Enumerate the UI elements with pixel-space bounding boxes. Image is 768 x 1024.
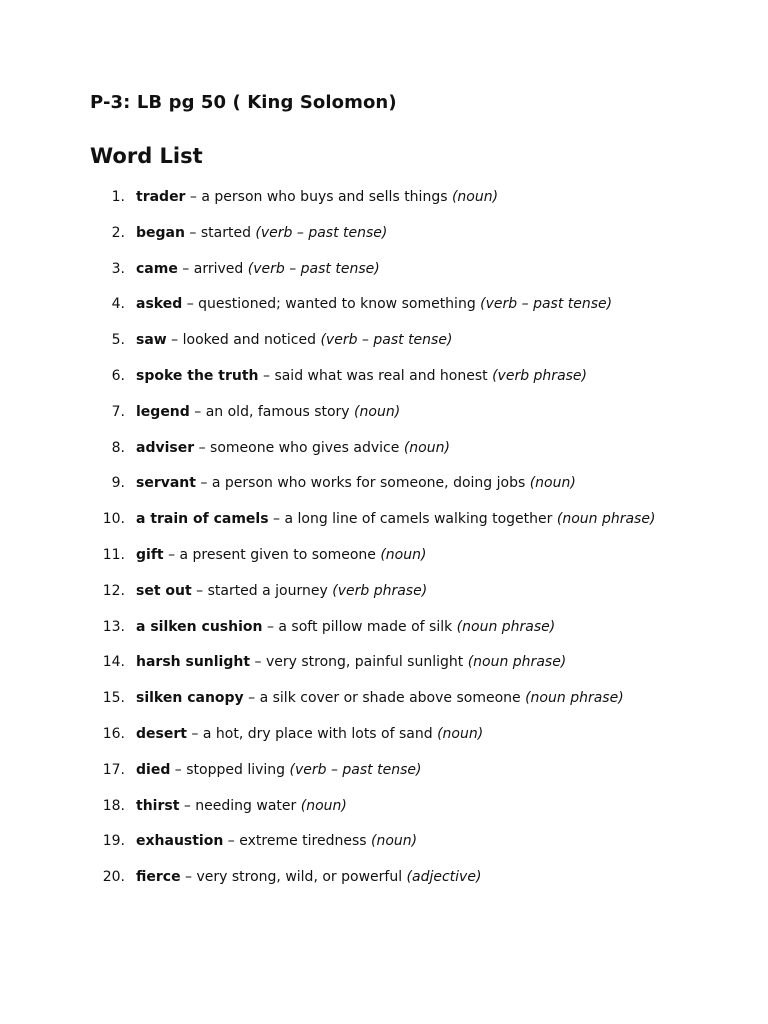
word-term: a silken cushion [136, 618, 263, 635]
list-item [0, 399, 768, 435]
part-of-speech: (verb – past tense) [255, 224, 388, 241]
list-item [0, 363, 768, 399]
list-item-number: 11. [102, 546, 125, 563]
list-item [0, 291, 768, 327]
list-item [0, 542, 768, 578]
part-of-speech: (noun phrase) [556, 511, 656, 528]
separator-dash: – [186, 296, 194, 313]
part-of-speech: (noun) [403, 439, 450, 456]
word-term: set out [136, 582, 192, 599]
word-term: servant [136, 475, 196, 492]
word-definition: a present given to someone [179, 546, 376, 563]
list-item-number: 1. [111, 189, 125, 205]
separator-dash: – [273, 511, 281, 528]
word-term: saw [136, 332, 167, 349]
separator-dash: – [262, 367, 270, 384]
word-definition: a person who works for someone, doing jobs [211, 475, 526, 492]
list-item [0, 470, 768, 506]
word-definition: started a journey [207, 582, 328, 599]
list-item [0, 685, 768, 721]
word-definition: said what was real and honest [274, 367, 488, 384]
word-term: asked [136, 296, 183, 313]
separator-dash: – [248, 690, 256, 707]
part-of-speech: (noun) [380, 546, 427, 563]
word-definition: someone who gives advice [210, 439, 400, 456]
word-definition: very strong, wild, or powerful [196, 869, 403, 886]
separator-dash: – [254, 654, 262, 671]
part-of-speech: (noun) [451, 189, 499, 205]
word-definition: started [200, 224, 251, 241]
separator-dash: – [191, 725, 199, 742]
separator-dash: – [266, 618, 274, 635]
list-item-content [136, 578, 427, 604]
word-term: began [136, 224, 185, 241]
list-item-content [136, 721, 483, 747]
list-item [0, 220, 768, 256]
word-term: exhaustion [136, 833, 224, 850]
separator-dash: – [198, 439, 206, 456]
list-item-content [136, 363, 587, 389]
list-item-number: 17. [102, 761, 125, 778]
part-of-speech: (verb phrase) [332, 582, 428, 599]
separator-dash: – [196, 582, 204, 599]
list-item-number: 9. [111, 475, 125, 492]
list-item [0, 506, 768, 542]
list-item-number: 7. [111, 403, 125, 420]
part-of-speech: (verb – past tense) [289, 761, 422, 778]
list-item-number: 14. [102, 654, 125, 671]
list-item-content [136, 470, 576, 496]
list-item [0, 864, 768, 900]
word-term: adviser [136, 439, 195, 456]
list-item-number: 19. [102, 833, 125, 850]
list-item-content [136, 757, 421, 783]
word-term: silken canopy [136, 690, 244, 707]
list-item [0, 578, 768, 614]
word-term: trader [136, 189, 186, 205]
list-item-content [136, 828, 417, 854]
list-item [0, 721, 768, 757]
list-item-content [136, 327, 452, 353]
separator-dash: – [189, 189, 197, 205]
word-term: thirst [136, 797, 180, 814]
list-item-content [136, 649, 566, 675]
word-term: desert [136, 725, 187, 742]
word-definition: needing water [195, 797, 297, 814]
separator-dash: – [189, 224, 197, 241]
list-item-content [136, 184, 498, 210]
separator-dash: – [185, 869, 193, 886]
list-item-content [136, 435, 450, 461]
list-item-content [136, 256, 380, 282]
list-item [0, 614, 768, 650]
separator-dash: – [200, 475, 208, 492]
part-of-speech: (noun phrase) [456, 618, 556, 635]
section-heading: Word List [90, 144, 203, 168]
list-item-number: 18. [102, 797, 125, 814]
list-item-content [136, 291, 612, 317]
list-item [0, 184, 768, 220]
word-definition: questioned; wanted to know something [198, 296, 476, 313]
separator-dash: – [227, 833, 235, 850]
part-of-speech: (noun) [354, 403, 401, 420]
list-item [0, 649, 768, 685]
separator-dash: – [183, 797, 191, 814]
list-item-number: 2. [111, 224, 125, 241]
part-of-speech: (noun) [300, 797, 347, 814]
page-title: P-3: LB pg 50 ( King Solomon) [90, 92, 397, 113]
list-item-number: 10. [102, 511, 125, 528]
list-item-content [136, 542, 426, 568]
word-term: died [136, 761, 171, 778]
word-definition: a person who buys and sells things [201, 189, 448, 205]
list-item [0, 256, 768, 292]
word-definition: looked and noticed [182, 332, 317, 349]
part-of-speech: (verb – past tense) [480, 296, 613, 313]
part-of-speech: (noun) [371, 833, 418, 850]
list-item-number: 16. [102, 725, 125, 742]
list-item [0, 327, 768, 363]
list-item-number: 8. [111, 439, 125, 456]
list-item [0, 757, 768, 793]
list-item-content [136, 864, 481, 890]
list-item-number: 13. [102, 618, 125, 635]
list-item-content [136, 685, 624, 711]
separator-dash: – [171, 332, 179, 349]
list-item [0, 828, 768, 864]
word-definition: a soft pillow made of silk [278, 618, 453, 635]
list-item [0, 793, 768, 829]
word-term: a train of camels [136, 511, 269, 528]
list-item-content [136, 399, 400, 425]
list-item-number: 3. [111, 260, 125, 277]
part-of-speech: (noun phrase) [467, 654, 567, 671]
list-item-number: 20. [102, 869, 125, 886]
separator-dash: – [182, 260, 190, 277]
list-item-content [136, 793, 347, 819]
list-item-content [136, 220, 387, 246]
part-of-speech: (verb phrase) [492, 367, 588, 384]
list-item-number: 6. [111, 367, 125, 384]
word-definition: a silk cover or shade above someone [259, 690, 521, 707]
list-item-content [136, 506, 655, 532]
word-term: legend [136, 403, 190, 420]
word-definition: an old, famous story [205, 403, 350, 420]
list-item-number: 12. [102, 582, 125, 599]
separator-dash: – [174, 761, 182, 778]
word-list [0, 184, 768, 900]
list-item-number: 4. [111, 296, 125, 313]
word-definition: a long line of camels walking together [284, 511, 553, 528]
list-item-content [136, 614, 555, 640]
part-of-speech: (noun phrase) [525, 690, 624, 707]
word-term: spoke the truth [136, 367, 259, 384]
word-term: harsh sunlight [136, 654, 251, 671]
part-of-speech: (noun) [529, 475, 576, 492]
word-definition: very strong, painful sunlight [265, 654, 464, 671]
part-of-speech: (noun) [437, 725, 484, 742]
word-definition: arrived [193, 260, 244, 277]
list-item-number: 5. [111, 332, 125, 349]
word-term: came [136, 260, 178, 277]
list-item [0, 435, 768, 471]
word-definition: extreme tiredness [239, 833, 367, 850]
separator-dash: – [194, 403, 202, 420]
word-definition: stopped living [186, 761, 286, 778]
part-of-speech: (adjective) [406, 869, 482, 886]
part-of-speech: (verb – past tense) [320, 332, 453, 349]
word-term: gift [136, 546, 164, 563]
list-item-number: 15. [102, 690, 125, 707]
word-definition: a hot, dry place with lots of sand [202, 725, 433, 742]
separator-dash: – [168, 546, 176, 563]
word-term: fierce [136, 869, 181, 886]
part-of-speech: (verb – past tense) [247, 260, 380, 277]
